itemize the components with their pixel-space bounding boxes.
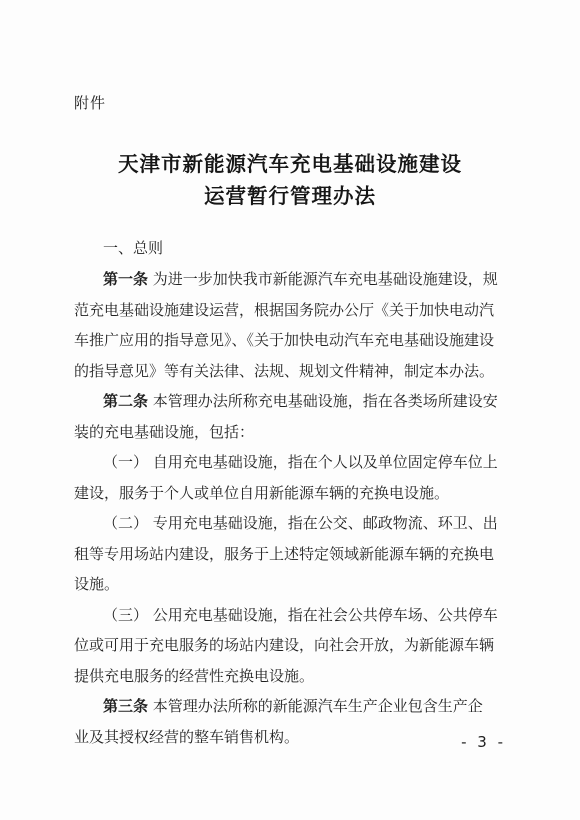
page-number: - 3 - xyxy=(461,733,506,751)
article-3-line-1 xyxy=(103,695,483,716)
article-1-line-1 xyxy=(103,268,498,289)
item-2-line-2: 租等专用场站内建设，服务于上述特定领域新能源车辆的充换电 xyxy=(74,545,495,563)
article-2-text-1: 本管理办法所称充电基础设施，指在各类场所建设安 xyxy=(152,392,498,410)
item-3-line-1 xyxy=(103,604,498,625)
article-1-label: 第一条 xyxy=(103,270,149,288)
article-1-line-2: 范充电基础设施建设运营，根据国务院办公厅《关于加快电动汽 xyxy=(74,301,495,319)
item-3-line-2: 位或可用于充电服务的场站内建设，向社会开放，为新能源车辆 xyxy=(74,636,495,654)
article-3-line-2: 业及其授权经营的整车销售机构。 xyxy=(74,728,300,746)
article-3-label: 第三条 xyxy=(103,697,149,715)
item-3-label: （三） xyxy=(103,606,149,624)
article-2-line-2: 装的充电基础设施，包括： xyxy=(74,423,255,441)
item-3-text-1: 公用充电基础设施，指在社会公共停车场、公共停车 xyxy=(152,606,498,624)
article-2-line-1 xyxy=(103,390,498,411)
article-3-text-1: 本管理办法所称的新能源汽车生产企业包含生产企 xyxy=(152,697,483,715)
item-2-line-3: 设施。 xyxy=(74,575,120,593)
item-3-line-3: 提供充电服务的经营性充换电设施。 xyxy=(74,667,315,685)
document-title-line-1: 天津市新能源汽车充电基础设施建设 xyxy=(118,152,462,176)
article-1-line-3: 车推广应用的指导意见》、《关于加快电动汽车充电基础设施建设 xyxy=(74,331,495,349)
item-1-line-2: 建设，服务于个人或单位自用新能源车辆的充换电设施。 xyxy=(74,484,450,502)
article-1-line-4: 的指导意见》等有关法律、法规、规划文件精神，制定本办法。 xyxy=(74,362,495,380)
item-2-line-1 xyxy=(103,512,498,533)
item-2-label: （二） xyxy=(103,514,149,532)
item-1-line-1 xyxy=(103,451,498,472)
item-1-label: （一） xyxy=(103,453,149,471)
item-2-text-1: 专用充电基础设施，指在公交、邮政物流、环卫、出 xyxy=(152,514,498,532)
item-1-text-1: 自用充电基础设施，指在个人以及单位固定停车位上 xyxy=(152,453,498,471)
article-2-label: 第二条 xyxy=(103,392,149,410)
attachment-label: 附件 xyxy=(74,94,107,112)
document-title-line-2: 运营暂行管理办法 xyxy=(204,184,376,208)
section-heading: 一、总则 xyxy=(103,239,164,257)
article-1-text-1: 为进一步加快我市新能源汽车充电基础设施建设，规 xyxy=(152,270,498,288)
